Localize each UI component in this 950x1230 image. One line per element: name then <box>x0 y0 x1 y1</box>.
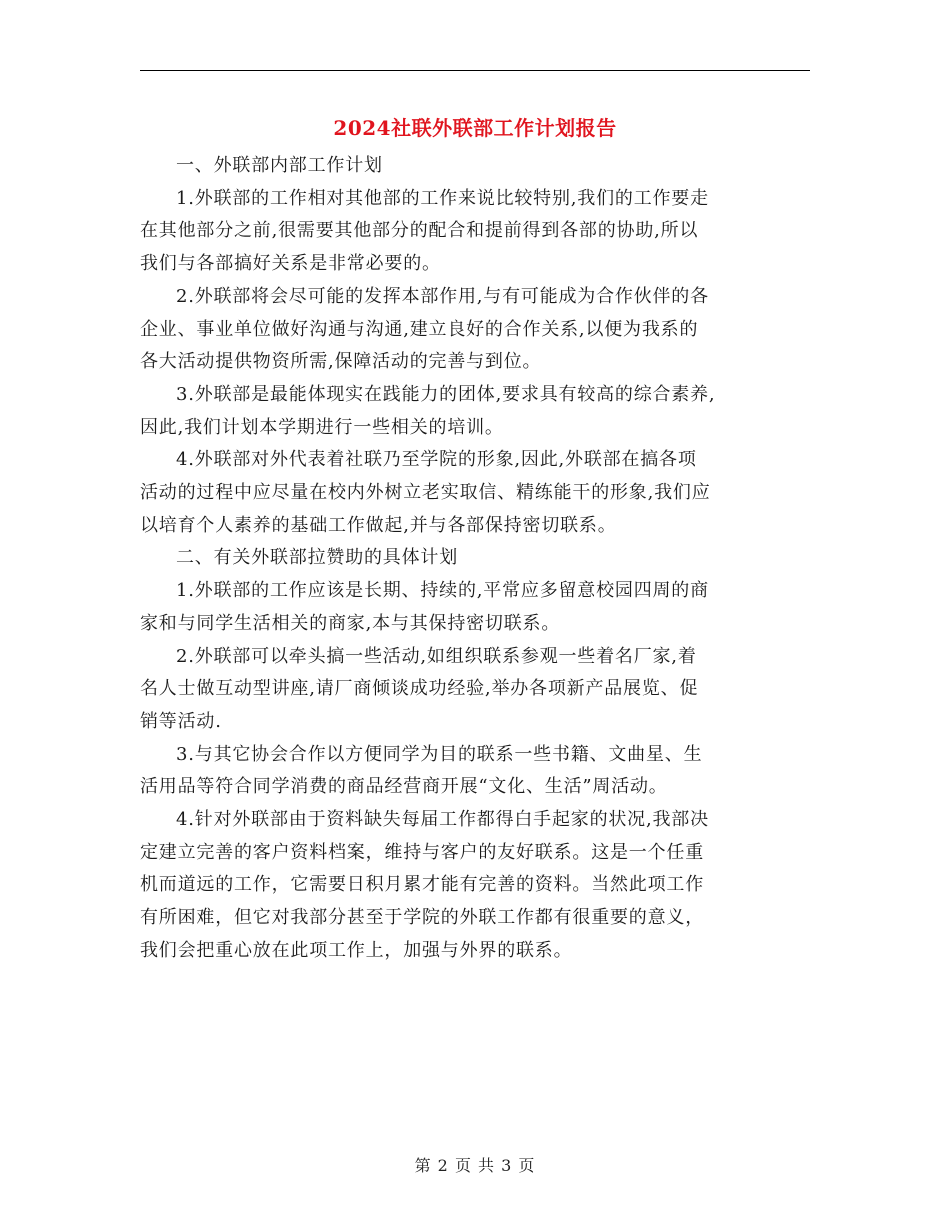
paragraph: 1.外联部的工作相对其他部的工作来说比较特别,我们的工作要走 在其他部分之前,很需要其他部分的配合和提前得到各部的协助,所以 我们与各部搞好关系是非常必要的。 <box>140 187 709 275</box>
section-heading: 一、外联部内部工作计划 <box>176 155 383 176</box>
paragraph: 2.外联部可以牵头搞一些活动,如组织联系参观一些着名厂家,着 名人士做互动型讲座,请厂商倾谈成功经验,举办各项新产品展览、促 销等活动. <box>140 645 699 732</box>
paragraph: 3.与其它协会合作以方便同学为目的联系一些书籍、文曲星、生 活用品等符合同学消费的商品经营商开展“文化、生活”周活动。 <box>140 743 703 798</box>
section-heading: 二、有关外联部拉赞助的具体计划 <box>176 547 458 569</box>
paragraph: 2.外联部将会尽可能的发挥本部作用,与有可能成为合作伙伴的各 企业、事业单位做好沟通与沟通,建立良好的合作关系,以便为我系的 各大活动提供物资所需,保障活动的完善与到位。 <box>140 285 709 373</box>
header-rule <box>140 70 810 71</box>
paragraph: 4.外联部对外代表着社联乃至学院的形象,因此,外联部在搞各项 活动的过程中应尽量在校内外树立老实取信、精练能干的形象,我们应 以培育个人素养的基础工作做起,并与各部保持密切联系。 <box>140 449 711 536</box>
page-number: 第 2 页 共 3 页 <box>414 1156 536 1175</box>
document-title: 2024社联外联部工作计划报告 <box>333 116 617 140</box>
paragraph: 4.针对外联部由于资料缺失每届工作都得白手起家的状况,我部决 定建立完善的客户资料档案，维持与客户的友好联系。这是一个任重 机而道远的工作，它需要日积月累才能有完善的资料。当然此项工作 有所困难，但它对我部分甚至于学院的外联工作都有很重要的意义， 我们会把重心放在此项工作上，加强与外界的联系。 <box>140 809 709 961</box>
document-body <box>140 150 820 968</box>
paragraph: 1.外联部的工作应该是长期、持续的,平常应多留意校园四周的商 家和与同学生活相关的商家,本与其保持密切联系。 <box>140 580 709 634</box>
paragraph: 3.外联部是最能体现实在践能力的团体,要求具有较高的综合素养, 因此,我们计划本学期进行一些相关的培训。 <box>140 383 716 438</box>
